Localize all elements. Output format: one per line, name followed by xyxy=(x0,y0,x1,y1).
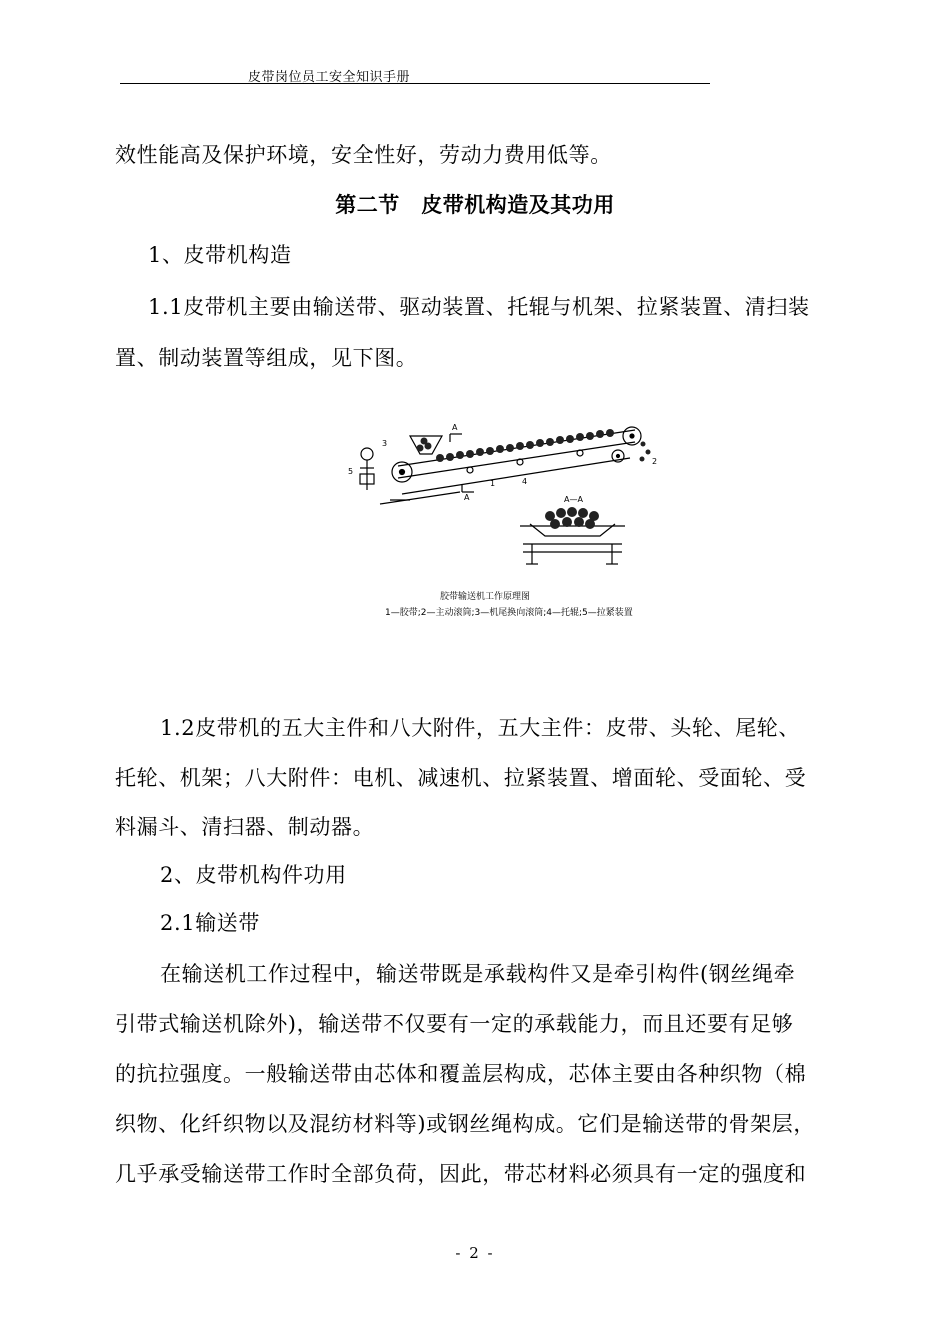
figure-title: 胶带输送机工作原理图 xyxy=(440,592,531,602)
section-heading: 第二节 皮带机构造及其功用 xyxy=(335,193,615,217)
figure-legend: 1—胶带;2—主动滚筒;3—机尾换向滚筒;4—托辊;5—拉紧装置 xyxy=(385,608,633,618)
marker-a-bottom: A xyxy=(464,493,470,502)
label-3: 3 xyxy=(382,439,388,448)
material-load xyxy=(417,429,651,529)
label-2: 2 xyxy=(652,457,658,466)
conveyor-diagram xyxy=(340,414,670,624)
marker-a-top: A xyxy=(452,423,458,432)
paragraph-line: 置、制动装置等组成，见下图。 xyxy=(115,346,418,370)
paragraph-line: 引带式输送机除外)，输送带不仅要有一定的承载能力，而且还要有足够 xyxy=(115,1012,794,1036)
page-number: - 2 - xyxy=(455,1244,495,1262)
paragraph-line: 效性能高及保护环境，安全性好，劳动力费用低等。 xyxy=(115,143,612,167)
tension-pulley xyxy=(361,448,373,460)
paragraph-line: 织物、化纤织物以及混纺材料等)或钢丝绳构成。它们是输送带的骨架层， xyxy=(115,1112,815,1136)
running-header: 皮带岗位员工安全知识手册 xyxy=(248,70,411,85)
paragraph-line: 几乎承受输送带工作时全部负荷，因此，带芯材料必须具有一定的强度和 xyxy=(115,1162,807,1186)
paragraph-line: 料漏斗、清扫器、制动器。 xyxy=(115,815,375,839)
paragraph-line: 1.1皮带机主要由输送带、驱动装置、托辊与机架、拉紧装置、清扫装 xyxy=(148,295,810,319)
header-divider xyxy=(120,83,710,84)
subheading: 1、皮带机构造 xyxy=(148,243,292,267)
label-5: 5 xyxy=(348,467,354,476)
paragraph-line: 的抗拉强度。一般输送带由芯体和覆盖层构成，芯体主要由各种织物（棉 xyxy=(115,1062,807,1086)
subheading: 2、皮带机构件功用 xyxy=(160,863,347,887)
label-1: 1 xyxy=(490,479,496,488)
conveyor-drawing xyxy=(340,414,670,594)
subheading: 2.1输送带 xyxy=(160,911,260,935)
paragraph-line: 在输送机工作过程中，输送带既是承载构件又是牵引构件(钢丝绳牵 xyxy=(160,962,796,986)
section-label: A—A xyxy=(564,495,583,504)
paragraph-line: 托轮、机架；八大附件：电机、减速机、拉紧装置、增面轮、受面轮、受 xyxy=(115,766,807,790)
label-4: 4 xyxy=(522,477,528,486)
paragraph-line: 1.2皮带机的五大主件和八大附件，五大主件：皮带、头轮、尾轮、 xyxy=(160,716,800,740)
